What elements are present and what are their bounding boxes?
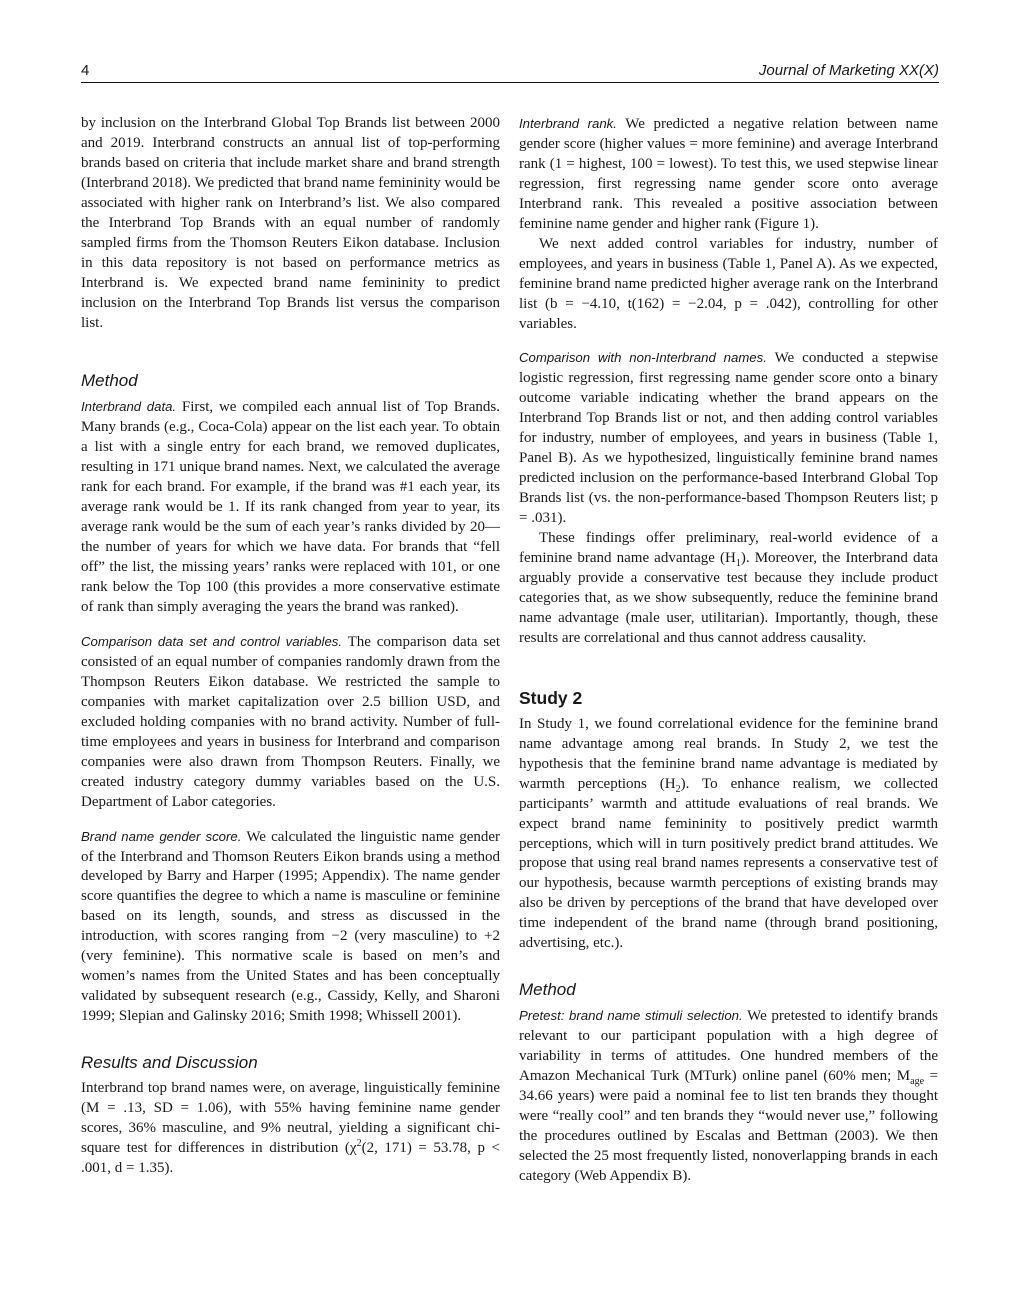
h2-subscript: 2: [675, 783, 681, 795]
right-column: [519, 114, 938, 1187]
results-text-pre: Interbrand top brand names were, on average, linguistically feminine (M = .13, SD = 1.06), with 55% having feminine name gender scores, 36% masculine, and 9% neutral, yielding a significant chi-square test for differences in distribution (χ: [81, 1080, 500, 1156]
interbrand-rank-paragraph: [519, 114, 938, 235]
running-head: [81, 60, 939, 83]
pretest-text-post: = 34.66 years) were paid a nominal fee to list ten brands they thought were “really cool” and ten brands they “would never use,” following the procedures outlined by Escalas and Bettman (2003). We then selected the 25 most frequently listed, nonoverlapping brands in each category (Web Appendix B).: [519, 1068, 939, 1184]
comparison-data-label: Comparison data set and control variables.: [81, 633, 343, 649]
findings-paragraph: [519, 529, 938, 649]
controls-paragraph: We next added control variables for industry, number of employees, and years in business (Table 1, Panel A). As we expected, feminine brand name predicted higher average rank on the Interbrand list (b = −4.10, t(162) = −2.04, p = .042), controlling for other variables.: [519, 235, 938, 332]
study-2-heading: Study 2: [519, 687, 583, 708]
findings-text-pre: These findings offer preliminary, real-world evidence of a feminine brand name advantage (H: [519, 530, 938, 567]
h1-subscript: 1: [735, 558, 741, 570]
study-2-paragraph: [519, 715, 938, 954]
study-2-text-post: ). To enhance realism, we collected participants’ warmth and attitude evaluations of real brands. We expect brand name femininity to positively predict warmth perceptions, which will in turn positively predict brand attitudes. We propose that using real brand names represents a conservative test of our hypothesis, because warmth perceptions of existing brands may also be driven by perceptions of the brand that have developed over time independent of the brand name (through brand positioning, advertising, etc.).: [519, 775, 938, 952]
intro-paragraph: by inclusion on the Interbrand Global Top Brands list between 2000 and 2019. Interbrand constructs an annual list of top-performing brands based on criteria that include market share and brand strength (Interbrand 2018). We predicted that brand name femininity would be associated with higher rank on Interbrand’s list. We also compared the Interbrand Top Brands with an equal number of randomly sampled firms from the Thomson Reuters Eikon database. Inclusion in this data repository is not based on performance metrics as Interbrand is. We expected brand name femininity to predict inclusion on the Interbrand Top Brands list versus the comparison list.: [81, 115, 500, 331]
page-number: 4: [81, 62, 90, 79]
study-2-text-pre: In Study 1, we found correlational evidence for the feminine brand name advantage among real brands. In Study 2, we test the hypothesis that the feminine brand name advantage is mediated by warmth perceptions (H: [519, 715, 938, 792]
pretest-paragraph: [519, 1006, 938, 1187]
gender-score-label: Brand name gender score.: [81, 828, 242, 844]
study-2-method-heading: Method: [519, 980, 576, 1000]
pretest-label: Pretest: brand name stimuli selection.: [519, 1008, 743, 1024]
gender-score-paragraph: [81, 827, 500, 1028]
non-interbrand-label: Comparison with non-Interbrand names.: [519, 350, 767, 366]
results-heading: Results and Discussion: [81, 1053, 258, 1073]
non-interbrand-paragraph: [519, 348, 938, 529]
gender-score-text: We calculated the linguistic name gender of the Interbrand and Thomson Reuters Eikon brands using a method developed by Barry and Harper (1995; Appendix). The name gender score quantifies the degree to which a name is masculine or feminine based on its length, sounds, and stress as discussed in the introduction, with scores ranging from −2 (very masculine) to +2 (very feminine). This normative scale is based on men’s and women’s names from the United States and has been conceptually validated by subsequent research (e.g., Cassidy, Kelly, and Sharoni 1999; Slepian and Galinsky 2016; Smith 1998; Whissell 2001).: [81, 828, 501, 1025]
interbrand-rank-text: We predicted a negative relation between name gender score (higher values = more feminine) and average Interbrand rank (1 = highest, 100 = lowest). To test this, we used stepwise linear regression, first regressing name gender score onto average Interbrand rank. This revealed a positive association between feminine name gender and higher rank (Figure 1).: [519, 116, 938, 232]
interbrand-data-text: First, we compiled each annual list of Top Brands. Many brands (e.g., Coca-Cola) appear on the list each year. To obtain a list with a single entry for each brand, we removed duplicates, resulting in 171 unique brand names. Next, we calculated the average rank for each brand. For example, if the brand was #1 each year, its average rank would be 1. If its rank changed from year to year, its average rank would be the sum of each year’s ranks divided by 20—the number of years for which we have data. For brands that “fell off” the list, the missing years’ ranks were replaced with 101, or one rank below the Top 100 (this provides a more conservative estimate of rank than simply averaging the years the brand was ranked).: [81, 399, 501, 616]
interbrand-data-paragraph: [81, 397, 500, 617]
findings-text-post: ). Moreover, the Interbrand data arguably provide a conservative test because they include product categories that, as we show subsequently, reduce the feminine brand name advantage (male user, utilitarian). Importantly, though, these results are correlational and thus cannot address causality.: [519, 550, 938, 646]
pretest-text-pre: We pretested to identify brands relevant to our participant population with a high degree of variability in terms of attitudes. One hundred members of the Amazon Mechanical Turk (MTurk) online panel (60% men; M: [519, 1008, 938, 1085]
left-column: [81, 114, 500, 1179]
results-text-post: (2, 171) = 53.78, p < .001, d = 1.35).: [81, 1139, 500, 1176]
interbrand-data-label: Interbrand data.: [81, 399, 177, 415]
comparison-data-text: The comparison data set consisted of an equal number of companies randomly drawn from the Thompson Reuters Eikon database. We restricted the sample to companies with market capitalization over 2.5 billion USD, and excluded holding companies with no brand activity. Number of full-time employees and years in business for Interbrand and comparison companies were also drawn from Thompson Reuters. Finally, we created industry category dummy variables based on the U.S. Department of Labor categories.: [81, 633, 500, 810]
chi-square-superscript: 2: [356, 1137, 362, 1149]
journal-title: Journal of Marketing XX(X): [758, 62, 939, 79]
non-interbrand-text: We conducted a stepwise logistic regression, first regressing name gender score onto a binary outcome variable indicating whether the brand appears on the Interbrand Top Brands list or not, and then adding control variables for industry, number of employees, and years in business (Table 1, Panel B). As we hypothesized, linguistically feminine brand names predicted inclusion on the performance-based Interbrand Global Top Brands list (vs. the non-performance-based Thompson Reuters list; p = .031).: [519, 350, 939, 527]
results-paragraph: [81, 1079, 500, 1179]
comparison-data-paragraph: [81, 632, 500, 813]
interbrand-rank-label: Interbrand rank.: [519, 116, 617, 131]
method-heading: Method: [81, 371, 138, 391]
age-subscript: age: [910, 1076, 925, 1088]
